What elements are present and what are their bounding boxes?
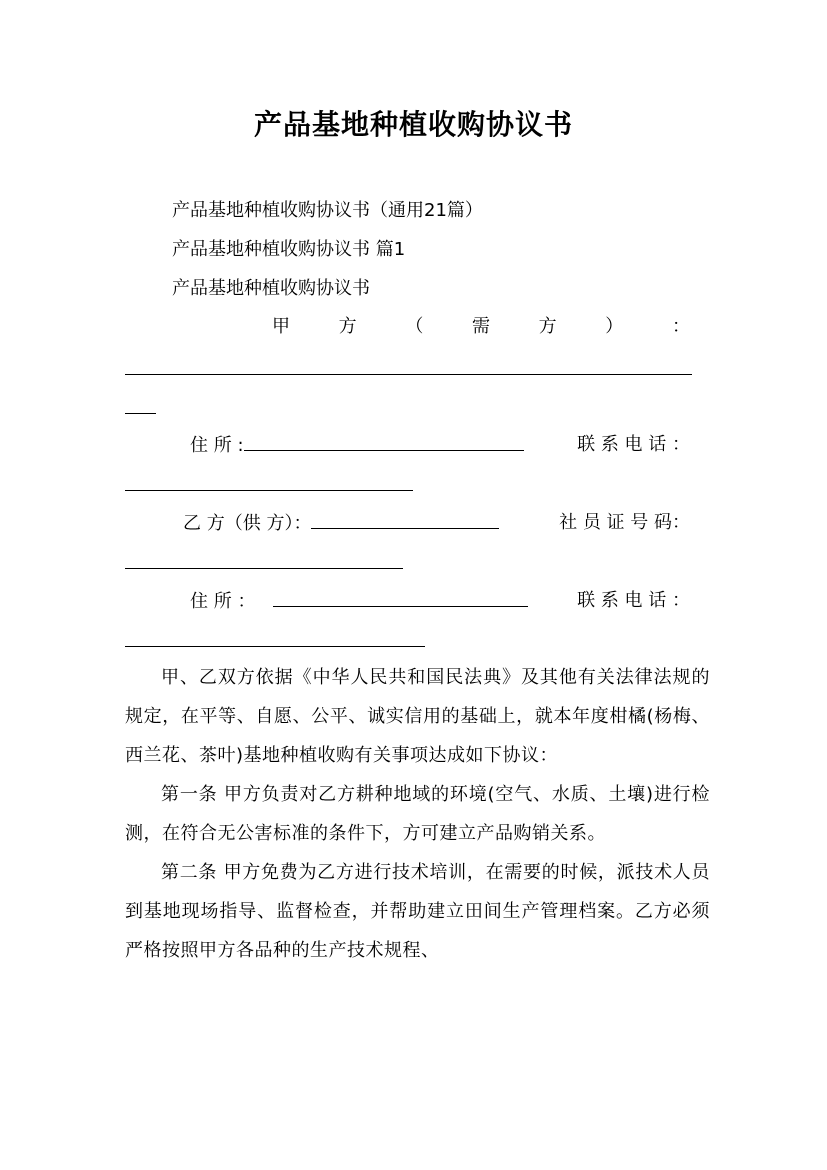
- party-b-address-label: 住 所 ：: [190, 591, 256, 612]
- party-b-name-blank[interactable]: [311, 510, 499, 529]
- party-a-char: （: [405, 316, 424, 337]
- party-b-address-row: [190, 588, 528, 615]
- paragraph: 第一条 甲方负责对乙方耕种地域的环境(空气、水质、土壤)进行检测，在符合无公害标准的条件下，方可建立产品购销关系。: [125, 784, 710, 844]
- party-a-char: 甲: [272, 316, 290, 337]
- body-text: [125, 658, 710, 970]
- party-a-char: 需: [471, 316, 490, 337]
- party-a-char: 方: [538, 316, 557, 337]
- intro-line-3: 产品基地种植收购协议书: [172, 278, 370, 299]
- party-a-address-label: 住 所 :: [190, 435, 244, 456]
- party-b-address-blank[interactable]: [273, 588, 528, 607]
- party-a-char: 方: [338, 316, 357, 337]
- party-b-member-id-label: 社 员 证 号 码：: [559, 512, 690, 533]
- party-a-label: [272, 314, 690, 340]
- paragraph: 甲、乙双方依据《中华人民共和国民法典》及其他有关法律法规的规定，在平等、自愿、公平、诚实信用的基础上，就本年度柑橘(杨梅、西兰花、茶叶)基地种植收购有关事项达成如下协议：: [125, 667, 710, 766]
- party-b-row: [183, 510, 499, 537]
- party-a-phone-label: 联 系 电 话 ：: [577, 434, 690, 455]
- party-a-char: ：: [671, 316, 690, 337]
- party-a-address-row: [190, 432, 524, 459]
- intro-line-2: 产品基地种植收购协议书 篇1: [172, 239, 406, 260]
- party-a-name-blank-cont[interactable]: [125, 413, 156, 414]
- document-title: 产品基地种植收购协议书: [253, 108, 573, 141]
- party-a-phone-blank[interactable]: [125, 490, 413, 491]
- party-a-char: ）: [605, 316, 624, 337]
- intro-line-1: 产品基地种植收购协议书（通用21篇）: [172, 200, 483, 221]
- party-a-name-blank[interactable]: [125, 374, 692, 375]
- party-a-address-blank[interactable]: [244, 432, 524, 451]
- party-b-phone-label: 联 系 电 话 ：: [577, 590, 690, 611]
- party-b-label: 乙 方（供 方）：: [183, 513, 312, 534]
- party-b-member-id-blank[interactable]: [125, 568, 403, 569]
- paragraph: 第二条 甲方免费为乙方进行技术培训，在需要的时候，派技术人员到基地现场指导、监督检查，并帮助建立田间生产管理档案。乙方必须严格按照甲方各品种的生产技术规程、: [125, 862, 710, 961]
- party-b-phone-blank[interactable]: [125, 646, 425, 647]
